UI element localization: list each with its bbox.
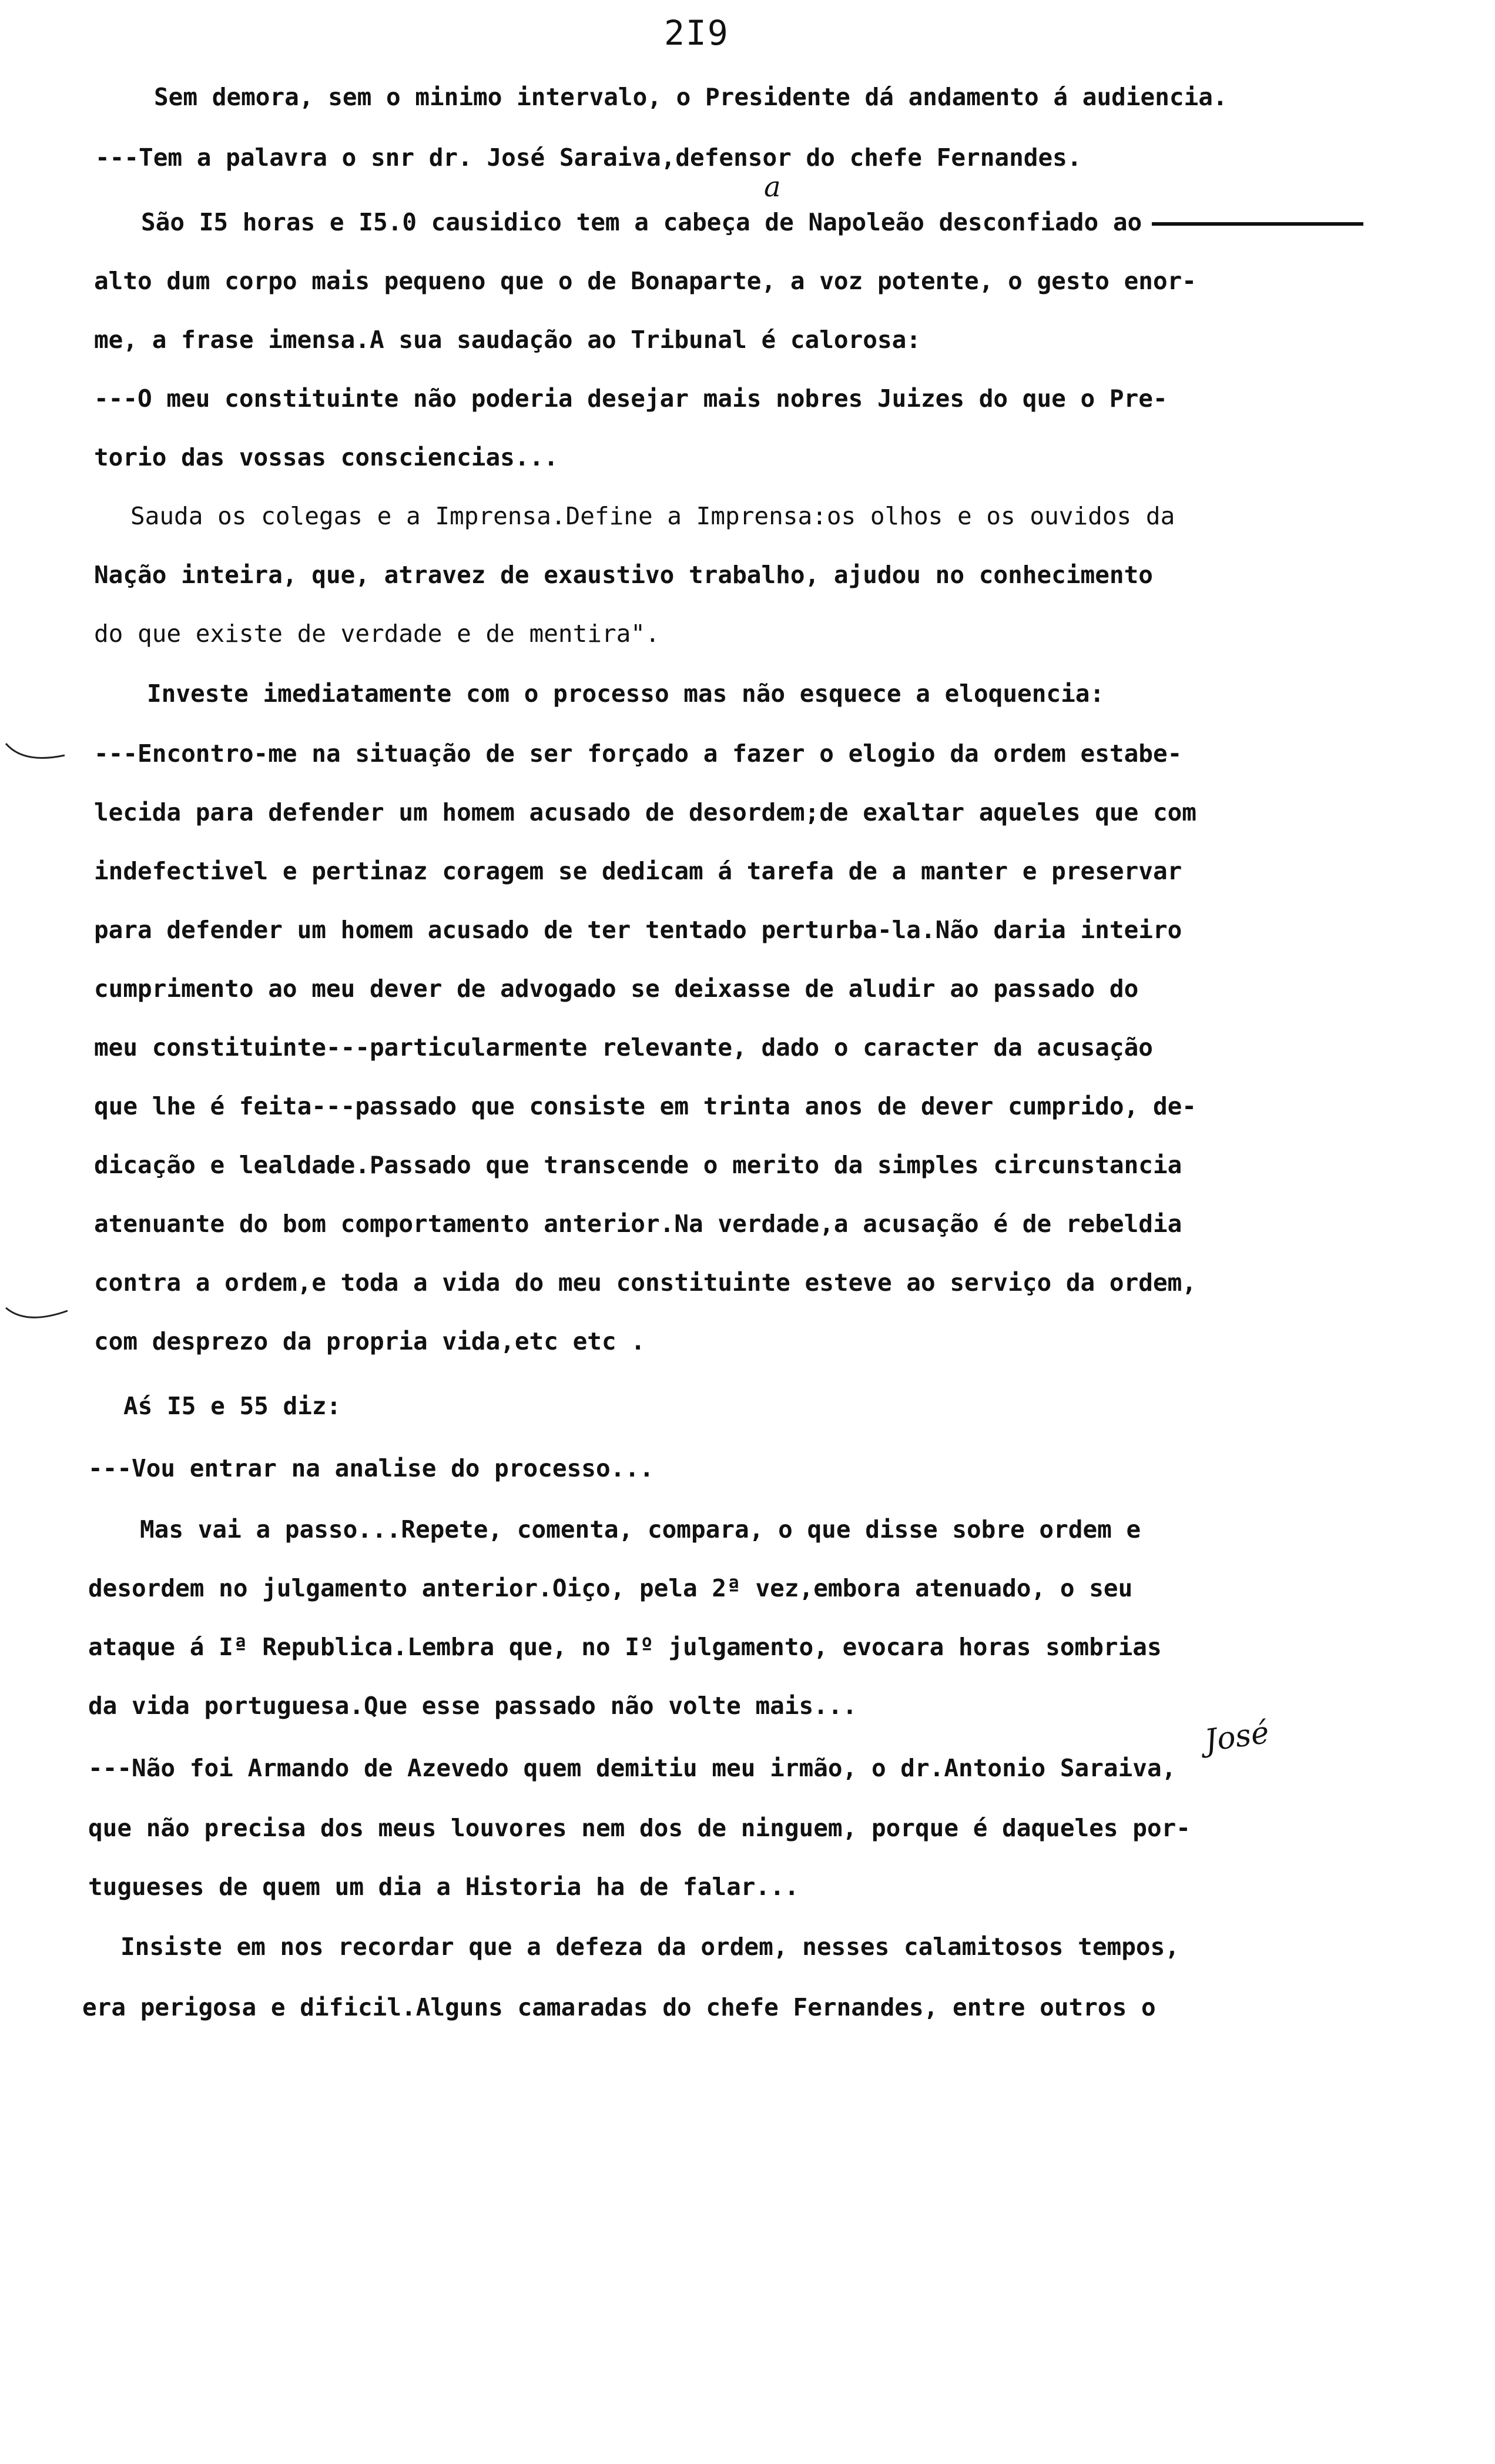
text-line-5: me, a frase imensa.A sua saudação ao Tribunal é calorosa:: [94, 326, 921, 354]
margin-bracket-mark-bottom: [0, 1296, 76, 1331]
text-line-8: Sauda os colegas e a Imprensa.Define a Imprensa:os olhos e os ouvidos da: [130, 502, 1175, 530]
handwritten-correction-a: a: [764, 170, 781, 203]
handwritten-correction-jose: José: [1202, 1715, 1272, 1759]
text-line-25: Mas vai a passo...Repete, comenta, compara, o que disse sobre ordem e: [140, 1515, 1141, 1544]
text-line-23: Aś I5 e 55 diz:: [123, 1392, 341, 1420]
text-line-17: meu constituinte---particularmente relevante, dado o caracter da acusação: [94, 1033, 1153, 1062]
text-line-22: com desprezo da propria vida,etc etc .: [94, 1327, 645, 1355]
text-line-29: ---Não foi Armando de Azevedo quem demitiu meu irmão, o dr.Antonio Saraiva,: [88, 1754, 1176, 1782]
text-line-10: do que existe de verdade e de mentira".: [94, 620, 660, 648]
text-line-16: cumprimento ao meu dever de advogado se deixasse de aludir ao passado do: [94, 975, 1139, 1003]
text-line-32: Insiste em nos recordar que a defeza da ordem, nesses calamitosos tempos,: [120, 1933, 1179, 1961]
text-line-31: tugueses de quem um dia a Historia ha de falar...: [88, 1873, 799, 1901]
margin-bracket-mark-top: [0, 738, 76, 773]
strikethrough-mark: [1152, 222, 1363, 226]
text-line-19: dicação e lealdade.Passado que transcende o merito da simples circunstancia: [94, 1151, 1182, 1179]
text-line-21: contra a ordem,e toda a vida do meu constituinte esteve ao serviço da ordem,: [94, 1268, 1196, 1297]
text-line-20: atenuante do bom comportamento anterior.Na verdade,a acusação é de rebeldia: [94, 1210, 1182, 1238]
page-number: 2I9: [664, 13, 729, 53]
text-line-18: que lhe é feita---passado que consiste em trinta anos de dever cumprido, de-: [94, 1092, 1196, 1120]
text-line-11: Investe imediatamente com o processo mas não esquece a eloquencia:: [147, 679, 1105, 708]
text-line-7: torio das vossas consciencias...: [94, 443, 558, 471]
text-line-4: alto dum corpo mais pequeno que o de Bonaparte, a voz potente, o gesto enor-: [94, 267, 1196, 295]
text-line-30: que não precisa dos meus louvores nem dos de ninguem, porque é daqueles por-: [88, 1814, 1191, 1842]
text-line-14: indefectivel e pertinaz coragem se dedicam á tarefa de a manter e preservar: [94, 857, 1182, 885]
text-line-33: era perigosa e dificil.Alguns camaradas do chefe Fernandes, entre outros o: [82, 1993, 1156, 2021]
text-line-12: ---Encontro-me na situação de ser forçado a fazer o elogio da ordem estabe-: [94, 739, 1182, 768]
text-line-15: para defender um homem acusado de ter tentado perturba-la.Não daria inteiro: [94, 916, 1182, 944]
text-line-2: ---Tem a palavra o snr dr. José Saraiva,defensor do chefe Fernandes.: [95, 143, 1082, 172]
text-line-27: ataque á Iª Republica.Lembra que, no Iº julgamento, evocara horas sombrias: [88, 1633, 1162, 1661]
text-line-1: Sem demora, sem o minimo intervalo, o Presidente dá andamento á audiencia.: [154, 83, 1228, 111]
text-line-9: Nação inteira, que, atravez de exaustivo trabalho, ajudou no conhecimento: [94, 561, 1153, 589]
text-line-6: ---O meu constituinte não poderia desejar mais nobres Juizes do que o Pre-: [94, 384, 1168, 413]
text-line-13: lecida para defender um homem acusado de desordem;de exaltar aqueles que com: [94, 798, 1196, 826]
text-line-28: da vida portuguesa.Que esse passado não volte mais...: [88, 1692, 857, 1720]
text-line-26: desordem no julgamento anterior.Oiço, pela 2ª vez,embora atenuado, o seu: [88, 1574, 1133, 1602]
text-line-3: São I5 horas e I5.0 causidico tem a cabeça de Napoleão desconfiado ao: [141, 208, 1142, 236]
text-line-24: ---Vou entrar na analise do processo...: [88, 1454, 654, 1482]
